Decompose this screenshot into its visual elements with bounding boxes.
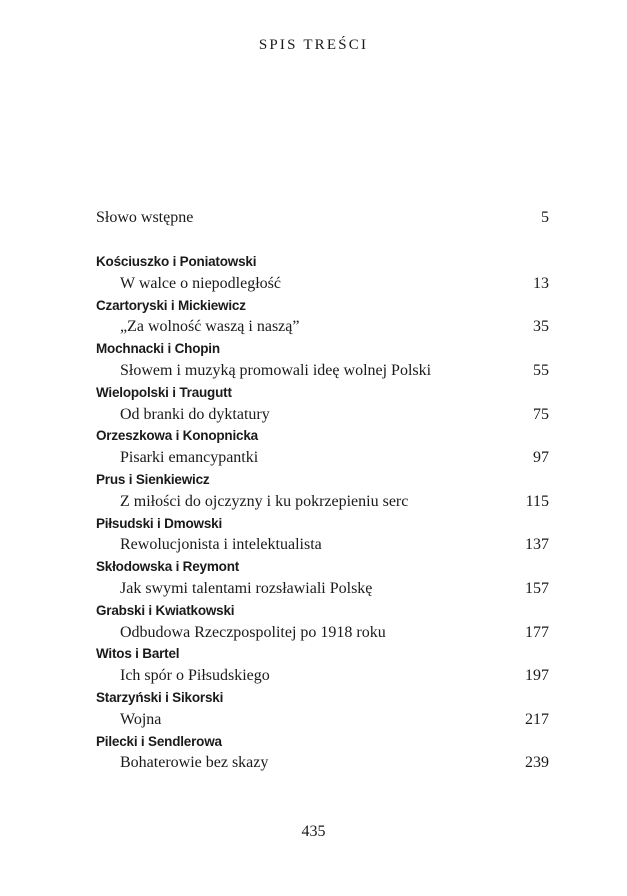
toc-entry	[96, 513, 549, 557]
chapter-row	[96, 665, 549, 687]
chapter-title: Słowem i muzyką promowali ideę wolnej Polski	[120, 361, 432, 379]
chapter-row	[96, 752, 549, 774]
chapter-row	[96, 360, 549, 382]
chapter-title: Rewolucjonista i intelektualista	[120, 536, 322, 554]
chapter-row	[96, 316, 549, 338]
chapter-title: W walce o niepodległość	[120, 274, 281, 292]
toc-entry	[96, 425, 549, 469]
chapter-title: Ich spór o Piłsudskiego	[120, 667, 270, 685]
chapter-page-number: 115	[525, 492, 549, 510]
chapter-row	[96, 622, 549, 644]
chapter-page-number: 55	[533, 361, 549, 379]
author-pair-heading: Skłodowska i Reymont	[96, 559, 240, 575]
author-pair-heading: Orzeszkowa i Konopnicka	[96, 428, 258, 444]
chapter-row	[96, 447, 549, 469]
author-pair-heading: Czartoryski i Mickiewicz	[96, 297, 246, 313]
toc-entry	[96, 382, 549, 426]
author-pair-heading: Witos i Bartel	[96, 646, 180, 662]
toc-entry	[96, 251, 549, 295]
chapter-page-number: 177	[525, 623, 549, 641]
chapter-page-number: 197	[525, 667, 549, 685]
chapter-page-number: 157	[525, 579, 549, 597]
author-pair-heading: Pilecki i Sendlerowa	[96, 733, 222, 749]
toc-entry	[96, 643, 549, 687]
author-pair-heading: Kościuszko i Poniatowski	[96, 254, 257, 269]
table-of-contents	[96, 207, 549, 774]
chapter-title: Odbudowa Rzeczpospolitej po 1918 roku	[120, 623, 386, 641]
author-pair-heading: Piłsudski i Dmowski	[96, 515, 222, 531]
chapter-row	[96, 578, 549, 600]
toc-entry	[96, 556, 549, 600]
toc-entry	[96, 338, 549, 382]
chapter-title: Pisarki emancypantki	[120, 449, 259, 467]
toc-entry	[96, 295, 549, 339]
chapter-row	[96, 273, 549, 295]
chapter-title: Bohaterowie bez skazy	[120, 754, 269, 772]
intro-page-number: 5	[541, 209, 549, 226]
chapter-page-number: 217	[525, 710, 549, 728]
chapter-title: Jak swymi talentami rozsławiali Polskę	[120, 579, 373, 597]
chapter-title: Z miłości do ojczyzny i ku pokrzepieniu serc	[120, 492, 409, 510]
author-pair-heading: Grabski i Kwiatkowski	[96, 602, 235, 618]
toc-entry	[96, 687, 549, 731]
chapter-title: „Za wolność waszą i naszą”	[120, 318, 300, 336]
toc-entry	[96, 600, 549, 644]
chapter-row	[96, 404, 549, 426]
toc-intro-entry	[96, 207, 549, 229]
chapter-row	[96, 491, 549, 513]
toc-entry	[96, 469, 549, 513]
chapter-page-number: 97	[533, 449, 549, 467]
chapter-title: Wojna	[120, 710, 162, 728]
author-pair-heading: Wielopolski i Traugutt	[96, 384, 232, 400]
chapter-row	[96, 534, 549, 556]
chapter-page-number: 137	[525, 536, 549, 554]
chapter-page-number: 35	[533, 318, 549, 336]
author-pair-heading: Mochnacki i Chopin	[96, 341, 220, 357]
chapter-page-number: 239	[525, 754, 549, 772]
page-title: SPIS TREŚCI	[258, 37, 369, 53]
page-number: 435	[301, 823, 326, 840]
chapter-title: Od branki do dyktatury	[120, 405, 270, 423]
author-pair-heading: Prus i Sienkiewicz	[96, 471, 210, 487]
chapter-row	[96, 709, 549, 731]
chapter-page-number: 75	[533, 405, 549, 423]
author-pair-heading: Starzyński i Sikorski	[96, 689, 224, 705]
chapter-page-number: 13	[533, 274, 549, 292]
toc-entry	[96, 731, 549, 775]
intro-title: Słowo wstępne	[96, 209, 194, 226]
